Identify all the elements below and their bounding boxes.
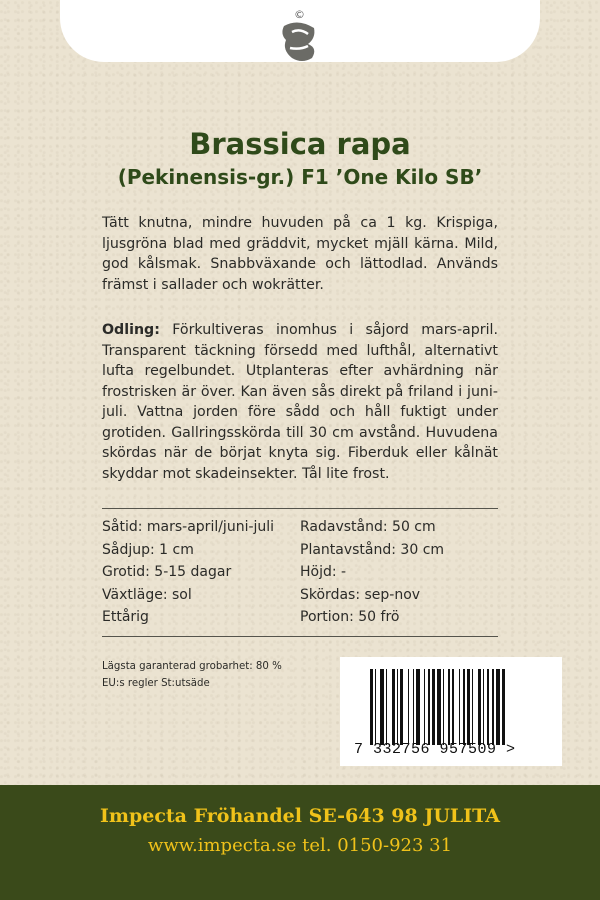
fact-germination-time: Grotid: 5-15 dagar <box>102 564 232 581</box>
barcode-bar <box>496 669 500 745</box>
barcode-bars <box>370 669 540 745</box>
barcode-bar <box>397 669 398 745</box>
barcode-number: 7 332756 957509 > <box>354 741 516 758</box>
barcode-bar <box>502 669 505 745</box>
barcode-bar <box>432 669 435 745</box>
cultivation-label: Odling: <box>102 322 160 338</box>
eu-rules: EU:s regler St:utsäde <box>102 678 210 689</box>
fact-portion: Portion: 50 frö <box>300 609 400 626</box>
fact-row-spacing: Radavstånd: 50 cm <box>300 519 436 535</box>
fact-height: Höjd: - <box>300 564 347 581</box>
barcode-bar <box>400 669 403 745</box>
cultivation-text <box>102 320 498 484</box>
barcode-bar <box>413 669 414 745</box>
barcode-bar <box>448 669 451 745</box>
barcode-bar <box>467 669 470 745</box>
fact-plant-spacing: Plantavstånd: 30 cm <box>300 541 445 558</box>
fact-sowing-time: Såtid: mars-april/juni-juli <box>102 519 275 535</box>
impecta-leaf-logo <box>274 4 324 64</box>
barcode-bar <box>459 669 460 745</box>
title-block <box>0 126 600 192</box>
facts-right-column <box>300 516 444 629</box>
fact-sowing-depth: Sådjup: 1 cm <box>102 541 194 558</box>
barcode-bar <box>428 669 429 745</box>
barcode-bar <box>416 669 420 745</box>
footer-band <box>0 785 600 900</box>
barcode-bar <box>483 669 484 745</box>
germination-rate: Lägsta garanterad grobarhet: 80 % <box>102 661 282 672</box>
divider-bottom <box>102 636 498 637</box>
fact-harvest: Skördas: sep-nov <box>300 586 421 603</box>
barcode-bar <box>392 669 395 745</box>
barcode-bar <box>452 669 453 745</box>
fact-lifecycle: Ettårig <box>102 609 149 626</box>
barcode-bar <box>472 669 473 745</box>
legal-info <box>102 658 282 692</box>
barcode-bar <box>478 669 481 745</box>
barcode-bar <box>437 669 441 745</box>
barcode-bar <box>408 669 409 745</box>
barcode <box>340 657 562 766</box>
barcode-bar <box>463 669 464 745</box>
barcode-bar <box>492 669 493 745</box>
barcode-bar <box>424 669 425 745</box>
company-address: Impecta Fröhandel SE-643 98 JULITA <box>99 805 501 827</box>
divider-top <box>102 508 498 509</box>
copyright-symbol: © <box>294 8 305 21</box>
variety-name: (Pekinensis-gr.) F1 ’One Kilo SB’ <box>117 165 483 189</box>
facts-left-column <box>102 516 274 629</box>
company-contact: www.impecta.se tel. 0150-923 31 <box>147 835 453 856</box>
barcode-bar <box>380 669 384 745</box>
leaf-icon <box>282 22 314 61</box>
cultivation-body: Förkultiveras inomhus i såjord mars-april. Transparent täckning försedd med lufthål, alternativt lufta regelbundet. Utplanteras efter avhärdning när frostrisken är över. Kan även sås direkt på friland i juni-juli. Vattna jorden före sådd och håll fuktigt under grotiden. Gallringsskörda till 30 cm avstånd. Huvudena skördas när de börjat knyta sig. Fiberduk eller kålnät skyddar mot skadeinsekter. Tål lite frost. <box>102 322 498 482</box>
description-text: Tätt knutna, mindre huvuden på ca 1 kg. Krispiga, ljusgröna blad med gräddvit, mycket mjäll kärna. Mild, god kålsmak. Snabbväxande och lättodlad. Används främst i sallader och wokrätter. <box>102 215 498 293</box>
fact-location: Växtläge: sol <box>102 586 192 603</box>
barcode-bar <box>375 669 376 745</box>
barcode-bar <box>487 669 488 745</box>
barcode-bar <box>443 669 444 745</box>
species-name: Brassica rapa <box>189 127 411 161</box>
barcode-bar <box>386 669 387 745</box>
barcode-bar <box>370 669 373 745</box>
